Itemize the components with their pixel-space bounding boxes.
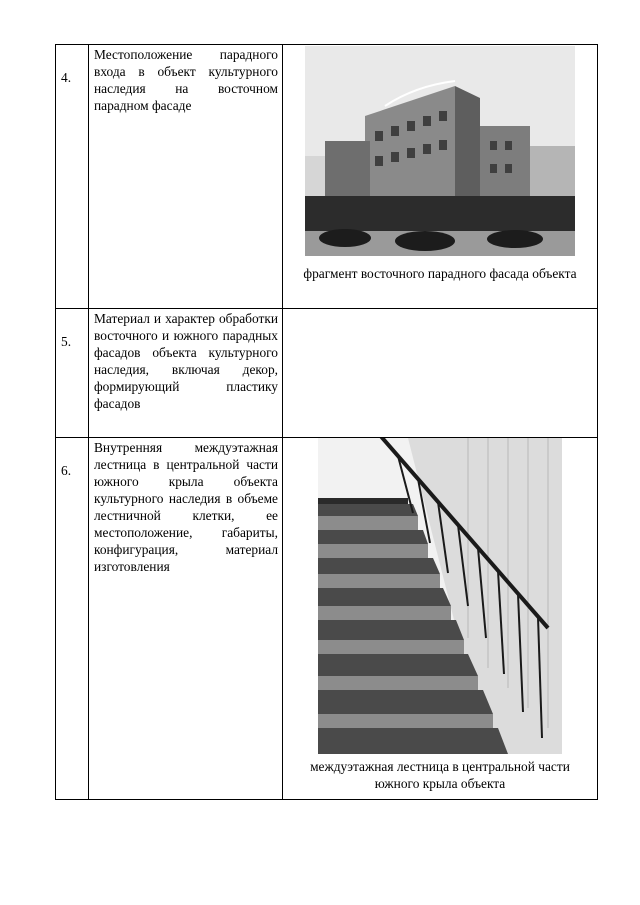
row-number: 6.	[61, 463, 72, 478]
table-row	[56, 45, 598, 309]
staircase-photo	[318, 438, 562, 754]
image-cell	[283, 438, 598, 800]
row-number-cell	[56, 438, 89, 800]
row-description: Внутренняя междуэтажная лестница в центральной части южного крыла объекта культурного наследия в объеме лестничной клетки, ее местоположение, габариты, конфигурация, материал изготовления	[94, 440, 278, 574]
row-number-cell	[56, 309, 89, 438]
row-number: 5.	[61, 334, 72, 349]
facade-photo	[305, 46, 575, 256]
table-row	[56, 309, 598, 438]
row-number-cell	[56, 45, 89, 309]
image-cell	[283, 45, 598, 309]
image-caption: междуэтажная лестница в центральной части южного крыла объекта	[310, 759, 570, 791]
row-description: Материал и характер обработки восточного и южного парадных фасадов объекта культурного наследия, включая декор, формирующий пластику фасадов	[94, 311, 278, 411]
row-number: 4.	[61, 70, 72, 85]
image-cell	[283, 309, 598, 438]
description-cell	[89, 309, 283, 438]
table-row	[56, 438, 598, 800]
row-description: Местоположение парадного входа в объект культурного наследия на восточном парадном фасаде	[94, 47, 278, 113]
description-cell	[89, 438, 283, 800]
description-cell	[89, 45, 283, 309]
image-caption: фрагмент восточного парадного фасада объекта	[303, 266, 577, 281]
objects-table	[55, 44, 598, 800]
